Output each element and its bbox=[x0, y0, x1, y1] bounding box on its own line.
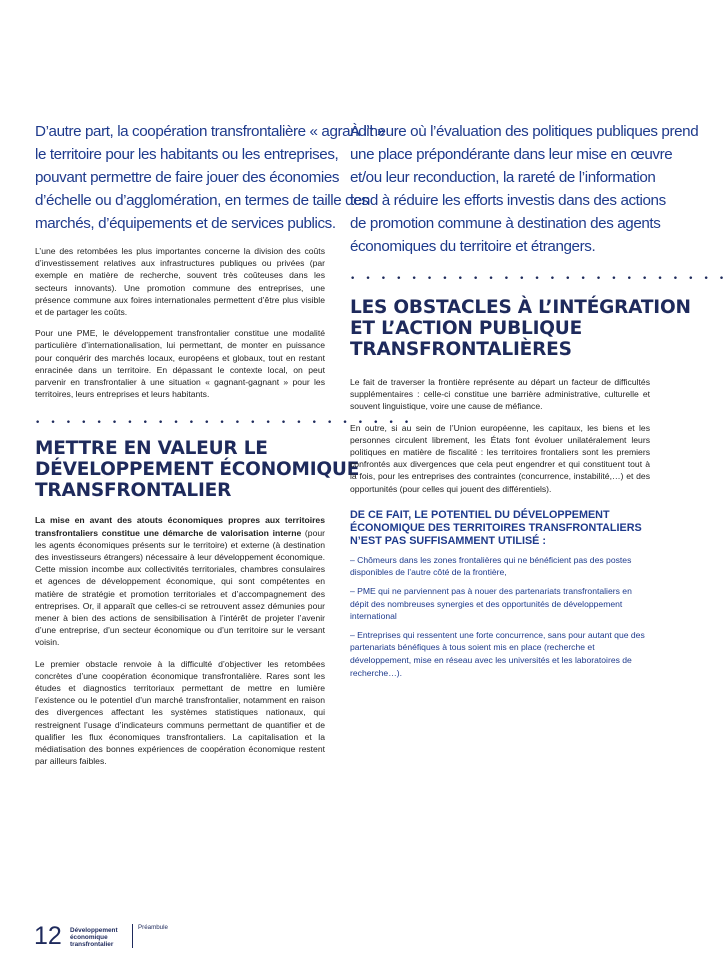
lead-line: économiques du territoire et étrangers. bbox=[350, 238, 596, 255]
sub-heading bbox=[350, 509, 650, 548]
brand-line: économique bbox=[70, 934, 108, 941]
subheading-line: DE CE FAIT, LE POTENTIEL DU DÉVELOPPEMENT bbox=[350, 508, 610, 521]
footer-divider bbox=[132, 924, 133, 948]
paragraph: Pour une PME, le développement transfrontalier constitue une modalité particulière d’internationalisation, lui permettant, de monter en puissance pour conquérir des marchés locaux, européens et globaux, tout en restant enracinée dans un territoire. En dépassant le contexte local, on peut parvenir en transfrontalier à une situation « gagnant-gagnant » pour les territoires, leurs entreprises et leurs habitants. bbox=[35, 328, 325, 400]
lead-line: À l’heure où l’évaluation des politiques publiques prend bbox=[350, 123, 699, 140]
lead-line: D’autre part, la coopération transfrontalière « agrandit » bbox=[35, 123, 385, 140]
paragraph: Le fait de traverser la frontière représente au départ un facteur de difficultés supplémentaires : celle-ci constitue une barrière administrative, culturelle et souvent linguistique, voire une cause de méfiance. bbox=[350, 377, 650, 412]
section-label: Préambule bbox=[138, 924, 168, 931]
brand-line: Développement bbox=[70, 927, 118, 934]
lead-line: et/ou leur reconduction, la rareté de l’information bbox=[350, 169, 656, 186]
lead-line: d’échelle ou d’agglomération, en termes de taille des bbox=[35, 192, 369, 209]
list-item: – PME qui ne parviennent pas à nouer des partenariats transfrontaliers en dépit des nombreuses synergies et des opportunités de développement international bbox=[350, 586, 632, 622]
lead-line: marchés, d’équipements et de services publics. bbox=[35, 215, 336, 232]
bullet-list bbox=[350, 554, 650, 679]
paragraph-rest: (pour les agents économiques présents sur le territoire) et externe (à destination des investisseurs étrangers) nécessaire à leur développement économique. Cette mission incombe aux collectivités territoriales, chambres consulaires et agences de développement économique, qui sont compétentes en matière de stratégie et promotion territoriales et d’accompagnement des entreprises. Or, il apparaît que celles-ci se retrouvent assez démunies pour mener à bien des actions de sensibilisation à l’intérêt de projeter l’avenir d’une entreprise, d’un secteur économique ou d’un territoire sur le versant voisin. bbox=[35, 527, 325, 648]
lead-line: le territoire pour les habitants ou les entreprises, bbox=[35, 146, 339, 163]
publication-brand bbox=[70, 927, 118, 948]
section-heading bbox=[35, 438, 360, 502]
dotted-divider: • • • • • • • • • • • • • • • • • • • • • • • • • bbox=[350, 274, 728, 284]
brand-line: transfrontalier bbox=[70, 941, 114, 948]
paragraph: En outre, si au sein de l’Union européenne, les capitaux, les biens et les personnes circulent librement, les États font évoluer unilatéralement leurs politiques en matière de fiscalité : les territoires frontaliers sont les premiers confrontés aux divergences que cela peut engendrer et qui constituent tout à la fois, pour les entreprises des contraintes (concurrence, instabilité,…) et des opportunités (pour celles qui jouent des différentiels). bbox=[350, 422, 650, 494]
heading-line: METTRE EN VALEUR LE bbox=[35, 438, 268, 460]
subheading-line: ÉCONOMIQUE DES TERRITOIRES TRANSFRONTALIERS bbox=[350, 521, 642, 534]
lead-line: pouvant permettre de faire jouer des économies bbox=[35, 169, 340, 186]
lead-line: tend à réduire les efforts investis dans des actions bbox=[350, 192, 666, 209]
subheading-line: N’EST PAS SUFFISAMMENT UTILISÉ : bbox=[350, 534, 546, 547]
paragraph bbox=[35, 514, 325, 648]
list-item: – Entreprises qui ressentent une forte concurrence, sans pour autant que des partenariats bénéfiques à tous soient mis en place (recherche et développement, mise en réseau avec les universités et les laboratoires de recherche…). bbox=[350, 629, 645, 678]
heading-line: LES OBSTACLES À L’INTÉGRATION bbox=[350, 297, 691, 318]
heading-line: TRANSFRONTALIÈRES bbox=[350, 339, 572, 360]
left-column bbox=[35, 120, 413, 768]
right-lead-paragraph bbox=[350, 120, 699, 258]
page-number: 12 bbox=[34, 922, 62, 950]
heading-line: TRANSFRONTALIER bbox=[35, 480, 232, 502]
paragraph: L’une des retombées les plus importantes concerne la division des coûts d’investissement relatives aux infrastructures publiques ou privées (par exemple en matière de recherche, souvent très coûteuses dans les secteurs innovants). Une promotion commune des entreprises, une présence commune aux foires internationales permettent d’être plus visible et de partager les coûts. bbox=[35, 246, 325, 318]
list-item: – Chômeurs dans les zones frontalières qui ne bénéficient pas des postes disponibles de l’autre côté de la frontière, bbox=[350, 554, 632, 578]
lead-line: de promotion commune à destination des agents bbox=[350, 215, 661, 232]
lead-line: une place prépondérante dans leur mise en œuvre bbox=[350, 146, 673, 163]
heading-line: DÉVELOPPEMENT ÉCONOMIQUE bbox=[35, 459, 360, 481]
heading-line: ET L’ACTION PUBLIQUE bbox=[350, 318, 583, 339]
paragraph: Le premier obstacle renvoie à la difficulté d’objectiver les retombées concrètes d’une coopération économique transfrontalière. Rares sont les études et diagnostics territoriaux permettant de mettre en lumière l’existence ou le potentiel d’un marché transfrontalier, notamment en raison des divergences affectant les systèmes statistiques nationaux, qui restreignent l’usage d’indicateurs communs permettant de quantifier et de qualifier les flux économiques transfrontaliers. La capitalisation et la médiatisation des bonnes expériences de coopération économique restent par ailleurs faibles. bbox=[35, 658, 325, 767]
right-column bbox=[350, 120, 728, 685]
bold-intro: La mise en avant des atouts économiques propres aux territoires transfrontaliers constitue une démarche de valorisation interne bbox=[35, 515, 325, 538]
section-heading bbox=[350, 297, 691, 360]
dotted-divider: • • • • • • • • • • • • • • • • • • • • • • • • • bbox=[35, 418, 413, 429]
left-lead-paragraph bbox=[35, 120, 385, 235]
